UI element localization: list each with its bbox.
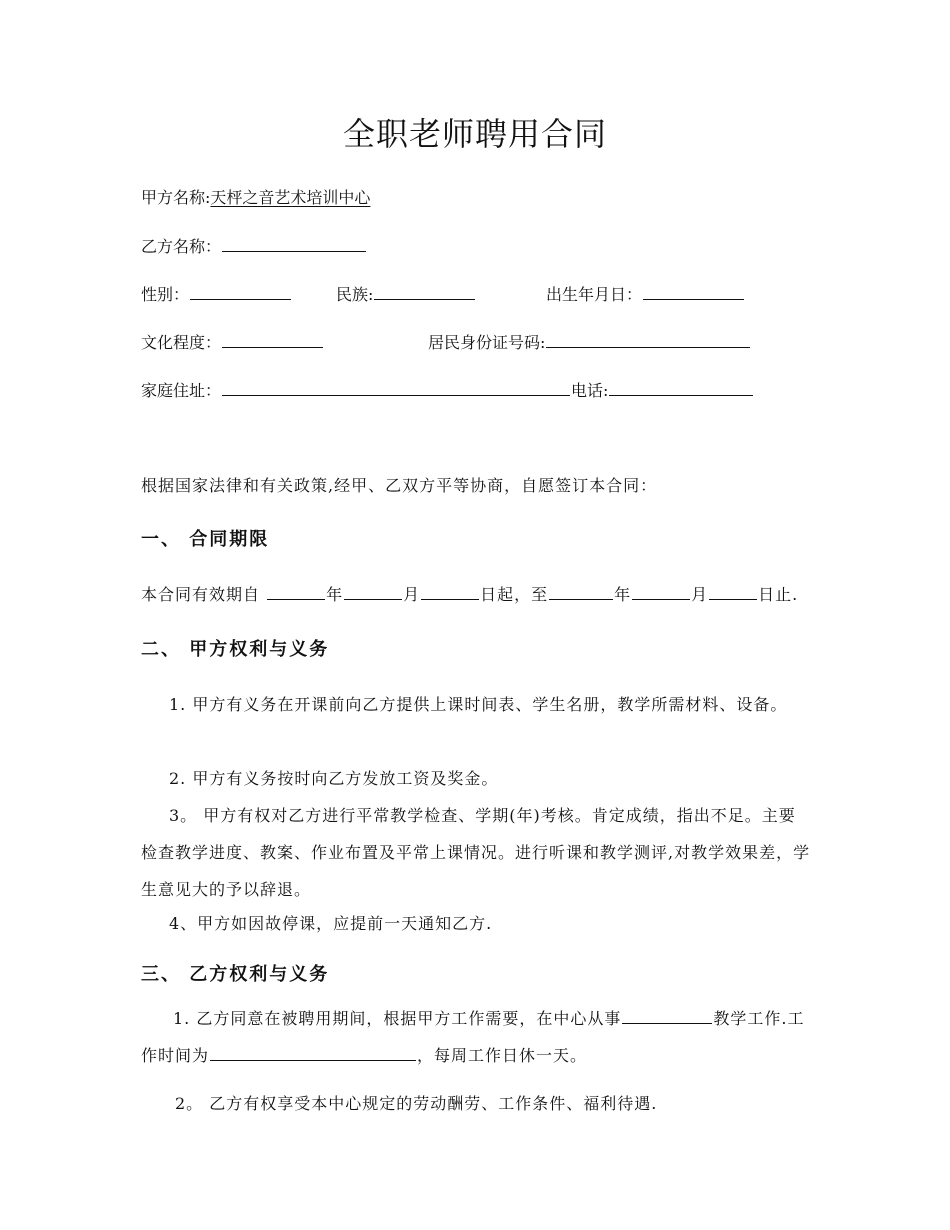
education-line (141, 331, 324, 355)
section-3-item-1-text: 1. 乙方同意在被聘用期间，根据甲方工作需要，在中心从事 (173, 1009, 622, 1028)
birth-blank[interactable] (643, 283, 744, 300)
education-label: 文化程度： (141, 333, 222, 352)
term-text: 日止. (758, 585, 799, 604)
section-3-item-1-text: ，每周工作日休一天。 (417, 1046, 588, 1065)
section-2-item-1: 1. 甲方有义务在开课前向乙方提供上课时间表、学生名册，教学所需材料、设备。 (169, 695, 788, 714)
term-end-day-blank[interactable] (709, 583, 757, 600)
teaching-subject-blank[interactable] (622, 1007, 712, 1024)
ethnicity-line (336, 283, 476, 307)
id-number-label: 居民身份证号码: (428, 333, 546, 352)
gender-blank[interactable] (190, 283, 291, 300)
address-label: 家庭住址： (141, 381, 222, 400)
term-start-year-blank[interactable] (267, 583, 325, 600)
term-end-year-blank[interactable] (549, 583, 613, 600)
section-2-item-2: 2. 甲方有义务按时向乙方发放工资及奖金。 (169, 769, 499, 788)
party-a-label: 甲方名称: (141, 188, 211, 207)
term-start-day-blank[interactable] (421, 583, 479, 600)
section-1-heading: 一、 合同期限 (141, 529, 270, 550)
party-b-label: 乙方名称： (141, 237, 222, 256)
section-2-heading: 二、 甲方权利与义务 (141, 639, 330, 660)
section-3-heading: 三、 乙方权利与义务 (141, 964, 330, 985)
phone-blank[interactable] (609, 379, 753, 396)
party-b-blank[interactable] (222, 235, 366, 252)
term-text: 日起，至 (480, 585, 549, 604)
term-start-month-blank[interactable] (344, 583, 402, 600)
term-text: 年 (614, 585, 632, 604)
birth-line (546, 283, 745, 307)
party-b-line (141, 235, 367, 259)
education-blank[interactable] (222, 331, 323, 348)
id-number-blank[interactable] (546, 331, 750, 348)
section-2-item-4: 4、甲方如因故停课，应提前一天通知乙方. (169, 914, 493, 933)
section-3-item-1-text: 教学工作.工作时间为 (141, 1009, 805, 1065)
term-line (141, 583, 798, 607)
intro-text: 根据国家法律和有关政策,经甲、乙双方平等协商，自愿签订本合同： (141, 476, 658, 495)
section-3-item-2: 2。 乙方有权享受本中心规定的劳动酬劳、工作条件、福利待遇. (175, 1094, 658, 1113)
term-text: 月 (403, 585, 421, 604)
ethnicity-blank[interactable] (374, 283, 475, 300)
address-blank[interactable] (222, 379, 570, 396)
party-a-line (141, 186, 370, 210)
gender-line (141, 283, 292, 307)
page-title: 全职老师聘用合同 (342, 115, 607, 153)
work-hours-blank[interactable] (210, 1044, 416, 1061)
section-2-item-3: 3。 甲方有权对乙方进行平常教学检查、学期(年)考核。肯定成绩，指出不足。主要检查教学进度、教案、作业布置及平常上课情况。进行听课和教学测评,对教学效果差，学生意见大的予以辞退。 (141, 806, 811, 899)
term-text: 月 (691, 585, 709, 604)
id-number-line (428, 331, 751, 355)
birth-label: 出生年月日： (546, 285, 643, 304)
ethnicity-label: 民族: (336, 285, 374, 304)
party-a-value: 天枰之音艺术培训中心 (210, 188, 371, 207)
term-text: 本合同有效期自 (141, 585, 267, 604)
address-line (141, 379, 754, 403)
phone-label: 电话: (571, 381, 609, 400)
term-end-month-blank[interactable] (632, 583, 690, 600)
gender-label: 性别： (141, 285, 190, 304)
section-3-item-1 (141, 1000, 811, 1074)
term-text: 年 (326, 585, 344, 604)
